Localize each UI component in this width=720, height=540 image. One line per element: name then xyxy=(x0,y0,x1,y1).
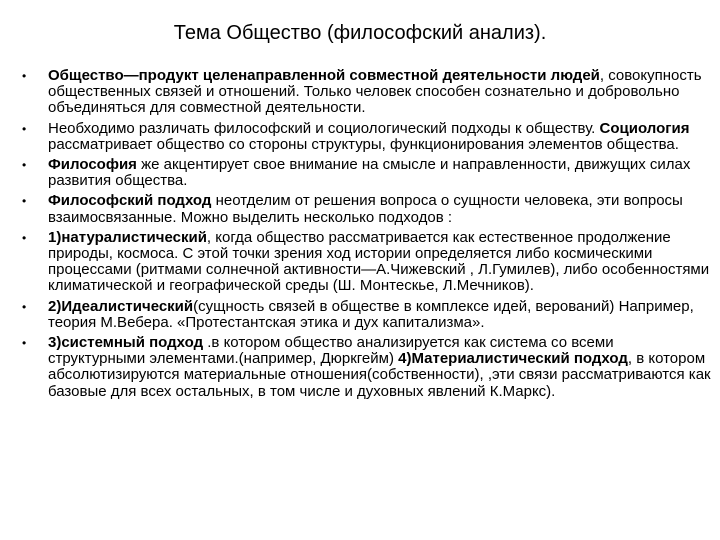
bullet-dot: • xyxy=(22,230,27,245)
bullet-text-bold: 4)Материалистический подход xyxy=(398,350,628,368)
bullet-text-bold: Социология xyxy=(599,119,690,137)
bullet-item xyxy=(22,157,712,189)
bullet-item xyxy=(22,68,712,117)
bullet-text-plain: Необходимо различать философский и социологический подходы к обществу. xyxy=(48,119,600,137)
slide-title: Тема Общество (философский анализ). xyxy=(173,22,547,44)
bullet-text xyxy=(48,334,711,400)
bullet-text-bold: 2)Идеалистический xyxy=(48,297,194,315)
bullet-text-plain: (сущность связей в обществе в комплексе идей, верований) Например, теория М.Вебера. «Протестантская этика и дух капитализма». xyxy=(48,297,694,331)
bullet-dot: • xyxy=(22,194,27,209)
bullet-text-bold: Философия xyxy=(48,156,137,174)
bullet-dot: • xyxy=(22,69,27,83)
bullet-text-plain: , совокупность общественных связей и отношений. Только человек способен сознательно и добровольно объединяться для совместной деятельности. xyxy=(48,67,702,117)
bullet-item xyxy=(22,230,712,295)
bullet-item xyxy=(22,193,712,225)
bullet-text-plain: неотделим от решения вопроса о сущности человека, эти вопросы взаимосвязанные. Можно выделить несколько подходов : xyxy=(48,192,683,226)
bullet-text-plain: , в котором абсолютизируются материальные отношения(собственности), ,эти связи рассматриваются как базовые для всех остальных, в том числе и духовных явлений К.Маркс). xyxy=(48,350,711,400)
bullet-text-plain: .в котором общество анализируется как система со всеми структурными элементами.(например, Дюркгейм) xyxy=(48,334,614,368)
bullet-item xyxy=(22,299,712,331)
bullet-text-bold: Общество—продукт целенаправленной совместной деятельности людей xyxy=(48,67,600,84)
bullet-dot: • xyxy=(22,121,27,136)
bullet-item xyxy=(22,335,712,400)
bullet-text xyxy=(48,156,690,189)
bullet-text-plain: же акцентирует свое внимание на смысле и направленности, движущих силах развития общества. xyxy=(48,156,691,190)
bullet-text xyxy=(48,67,702,116)
bullet-text xyxy=(48,298,694,331)
bullet-item xyxy=(22,121,712,153)
bullet-dot: • xyxy=(22,158,27,173)
bullet-list xyxy=(22,68,712,404)
bullet-dot: • xyxy=(22,299,27,314)
bullet-text-plain: , когда общество рассматривается как естественное продолжение природы, космоса. С этой точки зрения ход истории определяется либо космическими процессами (ритмами солнечной активности—А.Чижевский , Л.Гумилев), либо особенностями климатической и географической среды (Ш. Монтескье, Л.Мечников). xyxy=(48,228,710,295)
bullet-text-bold: 3)системный подход xyxy=(48,334,208,352)
bullet-text xyxy=(48,229,709,295)
bullet-text-plain: рассматривает общество со стороны структуры, функционирования элементов общества. xyxy=(48,135,679,153)
bullet-text xyxy=(48,192,683,225)
bullet-dot: • xyxy=(22,336,27,351)
bullet-text-bold: 1)натуралистический xyxy=(48,228,207,246)
bullet-text xyxy=(48,120,689,153)
bullet-text-bold: Философский подход xyxy=(48,192,212,210)
